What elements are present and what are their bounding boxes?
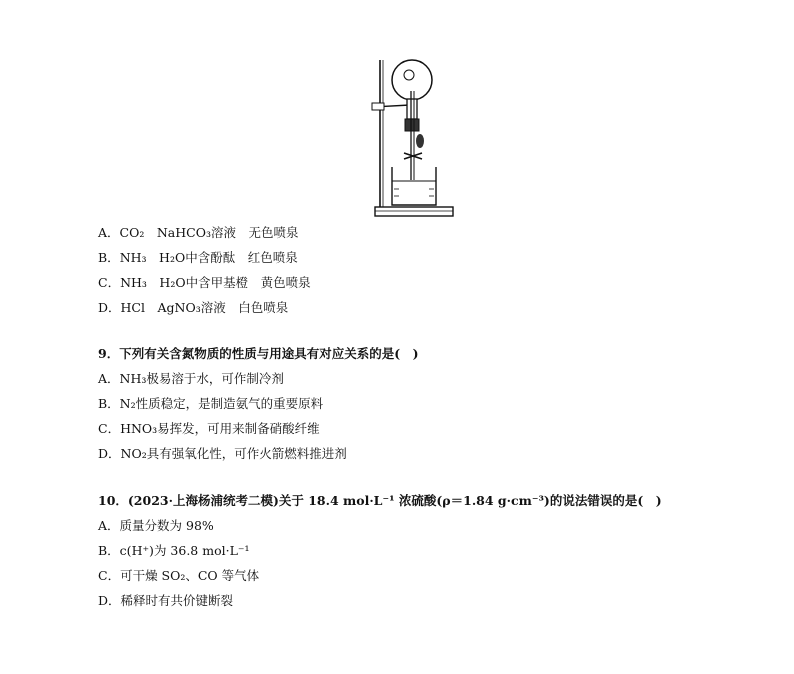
q10-option-d: D．稀释时有共价键断裂 bbox=[98, 593, 234, 608]
q9-option-d: D．NO₂具有强氧化性，可作火箭燃料推进剂 bbox=[98, 446, 347, 461]
q10-option-c: C．可干燥 SO₂、CO 等气体 bbox=[98, 568, 260, 583]
q8-option-c: C．NH₃ H₂O中含甲基橙 黄色喷泉 bbox=[98, 275, 311, 290]
q8-option-d: D．HCl AgNO₃溶液 白色喷泉 bbox=[98, 300, 289, 315]
q8-option-a: A．CO₂ NaHCO₃溶液 无色喷泉 bbox=[98, 225, 299, 240]
q10-stem: 10．(2023·上海杨浦统考二模)关于 18.4 mol·L⁻¹ 浓硫酸(ρ＝1.84 g·cm⁻³)的说法错误的是( ) bbox=[98, 493, 662, 508]
q9-option-a: A．NH₃极易溶于水，可作制冷剂 bbox=[98, 371, 284, 386]
q10-option-b: B．c(H⁺)为 36.8 mol·L⁻¹ bbox=[98, 543, 250, 558]
q9-stem: 9．下列有关含氮物质的性质与用途具有对应关系的是( ) bbox=[98, 346, 419, 361]
q10-option-a: A．质量分数为 98% bbox=[98, 518, 214, 533]
q9-option-c: C．HNO₃易挥发，可用来制备硝酸纤维 bbox=[98, 421, 320, 436]
q8-option-b: B．NH₃ H₂O中含酚酞 红色喷泉 bbox=[98, 250, 298, 265]
fountain-experiment-figure bbox=[370, 55, 462, 220]
apparatus-drawing bbox=[370, 55, 462, 220]
q9-option-b: B．N₂性质稳定，是制造氨气的重要原料 bbox=[98, 396, 324, 411]
